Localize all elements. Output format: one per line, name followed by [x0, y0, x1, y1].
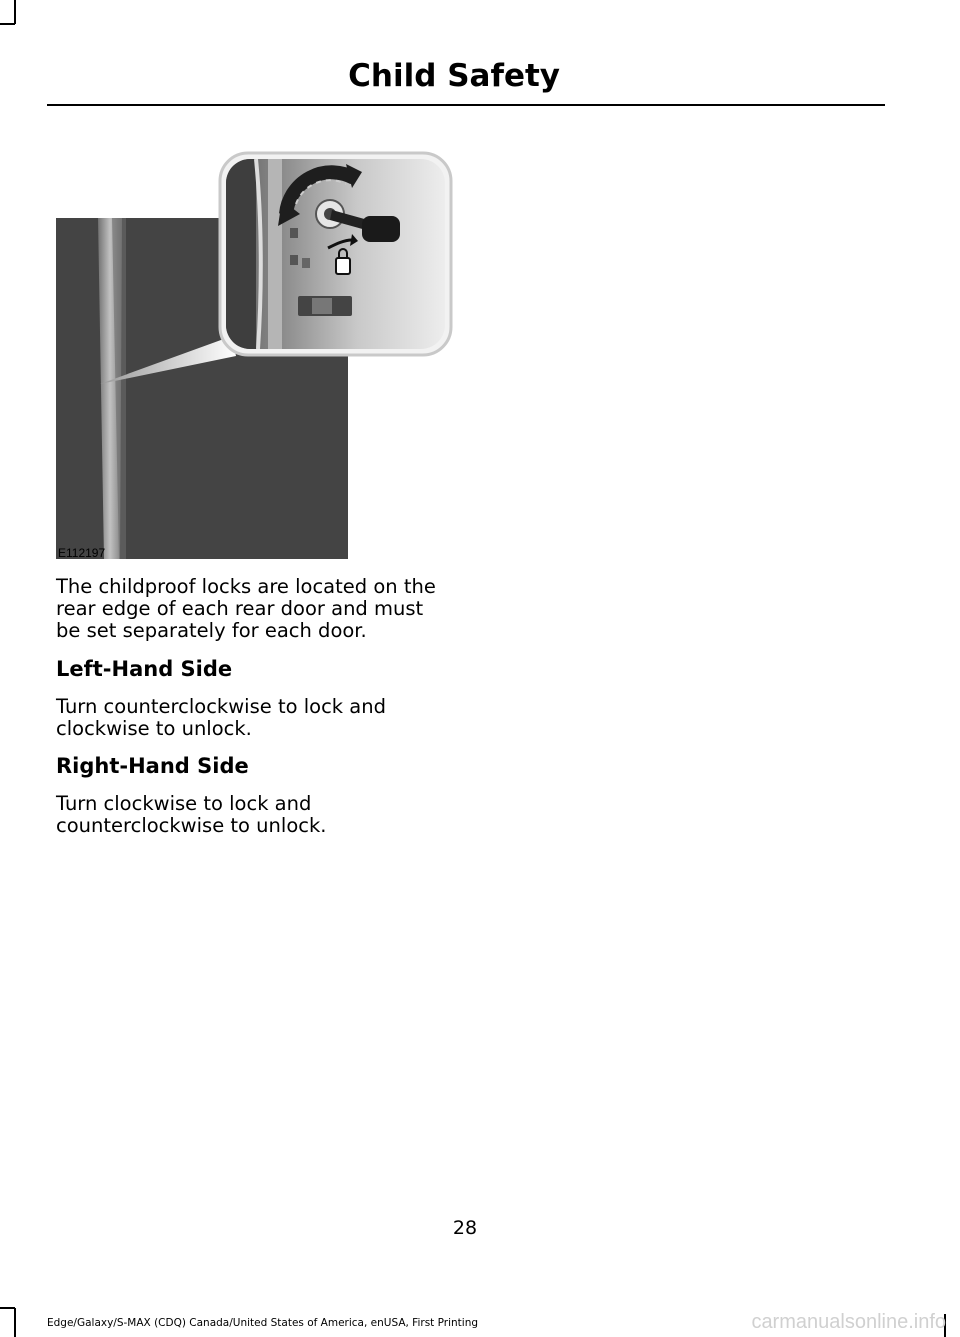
section-body-right: Turn clockwise to lock and counterclockwise to unlock.: [56, 792, 327, 837]
edition-footer: Edge/Galaxy/S-MAX (CDQ) Canada/United States of America, enUSA, First Printing: [47, 1317, 479, 1329]
section-body-left: Turn counterclockwise to lock and clockwise to unlock.: [56, 695, 386, 740]
illustration-svg: [0, 0, 960, 600]
page-title: Child Safety: [348, 58, 560, 94]
watermark: carmanualsonline.info: [751, 1311, 946, 1333]
page-number: 28: [452, 1217, 478, 1239]
intro-paragraph: The childproof locks are located on the rear edge of each rear door and must be set separately for each door.: [56, 575, 436, 642]
section-heading-right: Right-Hand Side: [56, 754, 249, 778]
inset-detail: [226, 159, 445, 349]
figure-code: E112197: [58, 546, 106, 560]
door-lock-illustration: [0, 0, 960, 600]
crop-mark: [14, 1308, 16, 1337]
section-heading-left: Left-Hand Side: [56, 657, 233, 681]
crop-mark: [0, 1307, 15, 1309]
